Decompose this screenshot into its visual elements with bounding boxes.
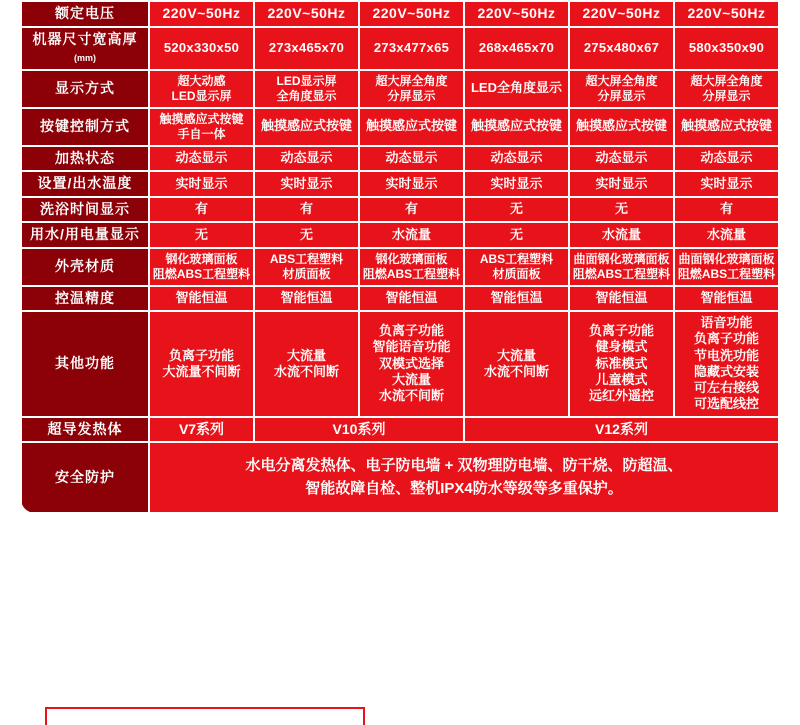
table-row xyxy=(21,248,779,286)
cell-line: 智能恒温 xyxy=(385,290,438,306)
cell-line: V10系列 xyxy=(332,420,386,437)
cell-line: 超大屏全角度 xyxy=(690,73,763,88)
cell-line: 有 xyxy=(299,201,313,217)
row-label-text: 控温精度 xyxy=(55,289,115,306)
table-cell xyxy=(464,171,569,197)
row-label-text: 显示方式 xyxy=(55,79,115,96)
cell-line: 动态显示 xyxy=(700,150,753,166)
cell-line: 273x477x65 xyxy=(373,39,450,55)
cell-line: 水流不间断 xyxy=(483,363,549,379)
cell-line: 220V~50Hz xyxy=(267,5,346,21)
cell-line: 超大屏全角度 xyxy=(585,73,658,88)
cell-line: 实时显示 xyxy=(595,175,648,191)
table-cell xyxy=(359,171,464,197)
table-row xyxy=(21,171,779,197)
table-cell xyxy=(359,311,464,417)
table-cell xyxy=(359,197,464,223)
table-cell xyxy=(149,248,254,286)
cell-line: 智能语音功能 xyxy=(372,339,451,355)
table-cell xyxy=(254,1,359,27)
cell-line: 实时显示 xyxy=(280,175,333,191)
table-cell xyxy=(464,248,569,286)
row-label xyxy=(21,197,149,223)
table-cell xyxy=(464,1,569,27)
table-row xyxy=(21,197,779,223)
row-label xyxy=(21,70,149,108)
cell-line: 水流量 xyxy=(391,226,431,242)
row-label-text: 其他功能 xyxy=(55,355,115,371)
cell-line: 智能恒温 xyxy=(175,290,228,306)
row-label xyxy=(21,146,149,172)
table-cell xyxy=(254,108,359,146)
cell-line: 智能恒温 xyxy=(280,290,333,306)
cell-line: 实时显示 xyxy=(175,175,228,191)
cell-line: 语音功能 xyxy=(700,315,753,330)
table-cell xyxy=(464,197,569,223)
cell-line: 水流不间断 xyxy=(273,363,339,379)
table-row xyxy=(21,27,779,70)
table-cell xyxy=(674,197,779,223)
table-cell xyxy=(464,311,569,417)
cell-line: 远红外遥控 xyxy=(588,388,654,404)
table-cell xyxy=(674,222,779,248)
cell-line: 触摸感应式按键 xyxy=(680,118,772,134)
row-label-text: 机器尺寸宽高厚 xyxy=(32,30,138,47)
cell-line: 无 xyxy=(614,201,628,217)
cell-line: V7系列 xyxy=(178,420,225,437)
table-cell xyxy=(569,197,674,223)
table-cell xyxy=(464,222,569,248)
cell-line: 钢化玻璃面板 xyxy=(165,251,238,266)
row-label-text: 洗浴时间显示 xyxy=(40,200,130,217)
cell-line: 节电洗功能 xyxy=(693,347,759,363)
table-row xyxy=(21,108,779,146)
cell-line: 负离子功能 xyxy=(378,323,444,339)
table-cell xyxy=(149,442,779,513)
cell-line: 动态显示 xyxy=(595,150,648,166)
cell-line: 273x465x70 xyxy=(268,39,345,55)
row-label xyxy=(21,108,149,146)
table-cell xyxy=(359,70,464,108)
table-cell xyxy=(674,311,779,417)
table-cell xyxy=(149,108,254,146)
table-cell xyxy=(149,146,254,172)
table-cell xyxy=(569,222,674,248)
table-cell xyxy=(254,286,359,312)
cell-line: 无 xyxy=(194,226,208,242)
cell-line: 负离子功能 xyxy=(588,323,654,339)
cell-line: 实时显示 xyxy=(385,175,438,191)
table-cell xyxy=(254,70,359,108)
cell-line: 触摸感应式按键 xyxy=(159,111,244,126)
cell-line: 阻燃ABS工程塑料 xyxy=(152,266,251,281)
row-label xyxy=(21,27,149,70)
cell-line: 钢化玻璃面板 xyxy=(375,251,448,266)
cell-line: 动态显示 xyxy=(175,150,228,166)
cell-line: LED显示屏 xyxy=(171,88,232,103)
table-cell xyxy=(149,171,254,197)
table-cell xyxy=(254,248,359,286)
cell-line: 水流不间断 xyxy=(378,388,444,404)
cell-line: 隐藏式安装 xyxy=(693,363,759,379)
cell-line: 有 xyxy=(404,201,418,217)
cell-line: 无 xyxy=(299,226,313,242)
table-cell xyxy=(359,27,464,70)
cell-line: 动态显示 xyxy=(385,150,438,166)
table-row xyxy=(21,311,779,417)
row-label xyxy=(21,222,149,248)
row-label-text: 设置/出水温度 xyxy=(37,175,133,191)
cell-line: 曲面钢化玻璃面板 xyxy=(573,251,670,266)
cell-line: 超大屏全角度 xyxy=(375,73,448,88)
table-cell xyxy=(569,70,674,108)
cell-line: 分屏显示 xyxy=(702,88,751,103)
table-cell xyxy=(149,222,254,248)
cell-line: 大流量不间断 xyxy=(162,363,241,379)
row-label xyxy=(21,286,149,312)
cell-line: LED全角度显示 xyxy=(470,80,562,96)
table-cell xyxy=(569,108,674,146)
table-cell xyxy=(569,248,674,286)
table-cell xyxy=(674,1,779,27)
cell-line: 负离子功能 xyxy=(693,331,759,347)
cell-line: 220V~50Hz xyxy=(162,5,241,21)
table-cell xyxy=(359,1,464,27)
cell-line: 分屏显示 xyxy=(387,88,436,103)
cell-line: 触摸感应式按键 xyxy=(260,118,352,134)
table-cell xyxy=(674,108,779,146)
cell-line: 材质面板 xyxy=(492,266,541,281)
row-label-text: 超导发热体 xyxy=(47,420,123,437)
bottom-outline-box xyxy=(45,707,365,725)
row-label-text: 外壳材质 xyxy=(55,257,115,274)
cell-line: 触摸感应式按键 xyxy=(470,118,562,134)
table-row xyxy=(21,146,779,172)
cell-line: 手自一体 xyxy=(177,126,226,141)
cell-line: 智能故障自检、整机IPX4防水等级等多重保护。 xyxy=(305,479,623,497)
row-label-text: 按键控制方式 xyxy=(40,117,130,134)
cell-line: 负离子功能 xyxy=(168,347,234,363)
cell-line: 大流量 xyxy=(496,347,536,363)
cell-line: 阻燃ABS工程塑料 xyxy=(362,266,461,281)
table-cell xyxy=(569,171,674,197)
cell-line: 健身模式 xyxy=(595,339,648,355)
cell-line: 水流量 xyxy=(601,226,641,242)
table-cell xyxy=(254,311,359,417)
cell-line: 动态显示 xyxy=(490,150,543,166)
row-label-text: 额定电压 xyxy=(55,5,115,21)
table-cell xyxy=(149,417,254,443)
cell-line: 无 xyxy=(509,226,523,242)
table-row xyxy=(21,1,779,27)
table-cell xyxy=(674,286,779,312)
table-cell xyxy=(359,286,464,312)
table-cell xyxy=(254,222,359,248)
cell-line: 可左右接线 xyxy=(693,380,759,395)
table-cell xyxy=(464,27,569,70)
cell-line: 220V~50Hz xyxy=(477,5,556,21)
table-cell xyxy=(569,1,674,27)
table-cell xyxy=(149,197,254,223)
cell-line: 曲面钢化玻璃面板 xyxy=(678,251,775,266)
cell-line: 动态显示 xyxy=(280,150,333,166)
table-cell xyxy=(149,27,254,70)
specification-table xyxy=(20,0,780,514)
cell-line: 双模式选择 xyxy=(378,355,444,371)
table-row xyxy=(21,286,779,312)
table-cell xyxy=(149,1,254,27)
cell-line: 580x350x90 xyxy=(688,39,765,55)
table-cell xyxy=(674,248,779,286)
table-cell xyxy=(254,27,359,70)
cell-line: 阻燃ABS工程塑料 xyxy=(572,266,671,281)
cell-line: V12系列 xyxy=(595,420,648,437)
cell-line: 超大动感 xyxy=(177,73,226,88)
table-cell xyxy=(359,108,464,146)
cell-line: 标准模式 xyxy=(595,355,648,371)
cell-line: 实时显示 xyxy=(700,175,753,191)
table-cell xyxy=(674,70,779,108)
table-cell xyxy=(254,146,359,172)
cell-line: 触摸感应式按键 xyxy=(365,118,457,134)
cell-line: 大流量 xyxy=(391,371,431,387)
cell-line: 有 xyxy=(719,201,733,217)
cell-line: 材质面板 xyxy=(282,266,331,281)
cell-line: 可选配线控 xyxy=(693,396,759,412)
cell-line: 大流量 xyxy=(286,347,326,363)
table-cell xyxy=(359,248,464,286)
table-cell xyxy=(464,146,569,172)
table-cell xyxy=(569,146,674,172)
table-row xyxy=(21,70,779,108)
cell-line: 智能恒温 xyxy=(700,290,753,306)
cell-line: ABS工程塑料 xyxy=(269,251,344,266)
table-cell xyxy=(464,286,569,312)
table-row xyxy=(21,417,779,443)
table-cell xyxy=(674,27,779,70)
row-label xyxy=(21,417,149,443)
cell-line: 触摸感应式按键 xyxy=(575,118,667,134)
cell-line: 220V~50Hz xyxy=(372,5,451,21)
table-row xyxy=(21,442,779,513)
row-label-text: 安全防护 xyxy=(55,468,115,485)
row-label-unit: (mm) xyxy=(74,53,96,63)
table-cell xyxy=(149,70,254,108)
table-cell xyxy=(359,222,464,248)
cell-line: 520x330x50 xyxy=(163,39,240,55)
table-body xyxy=(21,1,779,513)
cell-line: 268x465x70 xyxy=(478,39,555,55)
table-cell xyxy=(569,311,674,417)
row-label xyxy=(21,311,149,417)
table-cell xyxy=(254,171,359,197)
table-cell xyxy=(464,70,569,108)
cell-line: 分屏显示 xyxy=(597,88,646,103)
row-label xyxy=(21,1,149,27)
row-label-text: 加热状态 xyxy=(55,149,115,166)
table-cell xyxy=(569,286,674,312)
cell-line: LED显示屏 xyxy=(276,73,337,88)
cell-line: 全角度显示 xyxy=(276,88,337,103)
row-label xyxy=(21,442,149,513)
table-cell xyxy=(674,171,779,197)
cell-line: 无 xyxy=(509,201,523,217)
cell-line: 儿童模式 xyxy=(595,371,648,387)
table-cell xyxy=(149,311,254,417)
cell-line: 实时显示 xyxy=(490,175,543,191)
table-row xyxy=(21,222,779,248)
table-cell xyxy=(674,146,779,172)
table-cell xyxy=(254,197,359,223)
table-cell xyxy=(149,286,254,312)
cell-line: 220V~50Hz xyxy=(687,5,766,21)
table-cell xyxy=(359,146,464,172)
cell-line: ABS工程塑料 xyxy=(479,251,554,266)
table-cell xyxy=(569,27,674,70)
cell-line: 智能恒温 xyxy=(595,290,648,306)
cell-line: 220V~50Hz xyxy=(582,5,661,21)
row-label xyxy=(21,248,149,286)
row-label-text: 用水/用电量显示 xyxy=(30,226,140,242)
row-label xyxy=(21,171,149,197)
cell-line: 水流量 xyxy=(706,226,746,242)
table-cell xyxy=(464,417,779,443)
table-cell xyxy=(254,417,464,443)
cell-line: 275x480x67 xyxy=(583,39,660,55)
cell-line: 有 xyxy=(194,201,208,217)
table-cell xyxy=(464,108,569,146)
cell-line: 水电分离发热体、电子防电墙 + 双物理防电墙、防干烧、防超温、 xyxy=(245,457,683,474)
cell-line: 智能恒温 xyxy=(490,290,543,306)
cell-line: 阻燃ABS工程塑料 xyxy=(677,266,776,281)
